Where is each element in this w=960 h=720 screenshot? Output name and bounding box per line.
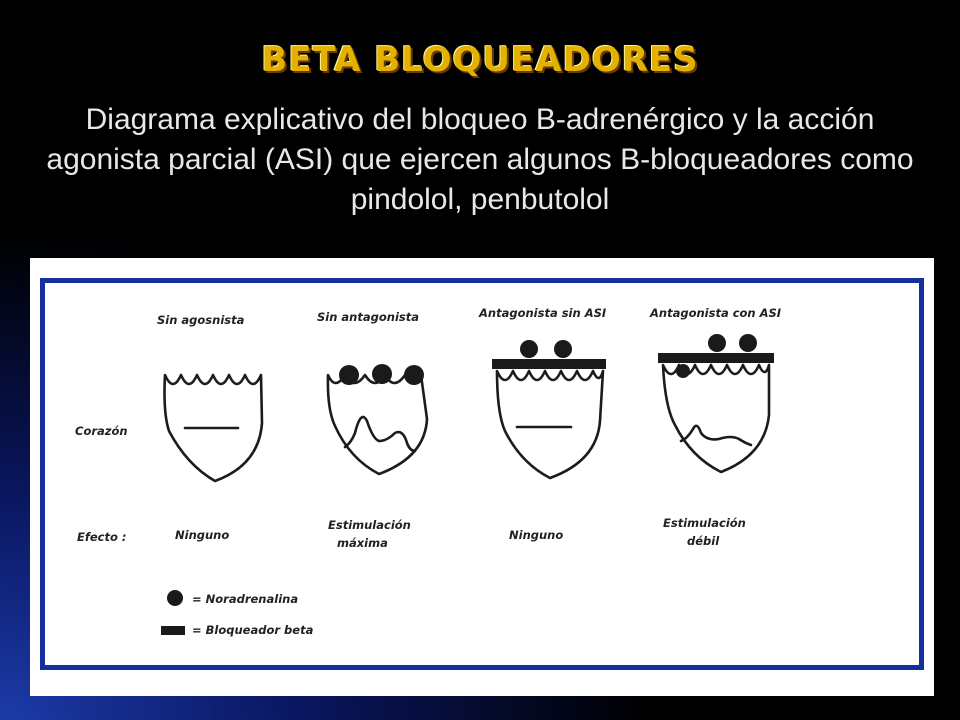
- noradrenaline-molecule: [708, 334, 726, 352]
- legend-blocker-symbol: [161, 626, 185, 635]
- panel-title: Sin agosnista: [157, 313, 245, 327]
- figure-border: [40, 278, 924, 670]
- panel-effect: Estimulación: [328, 518, 411, 532]
- beta-blocker-bar: [658, 353, 774, 363]
- panel-no-agonist: [157, 313, 262, 542]
- panel-effect: Estimulación: [663, 516, 746, 530]
- slide-subtitle: Diagrama explicativo del bloqueo B-adrenérgico y la acción agonista parcial (ASI) que ejercen algunos B-bloqueadores como pindolol, penbutolol: [46, 103, 914, 216]
- panel-antagonist-no-isa: [478, 306, 607, 542]
- response-trace-maximal: [345, 417, 415, 451]
- legend-noradrenaline-symbol: [167, 590, 183, 606]
- panel-title: Sin antagonista: [317, 310, 419, 324]
- heart-cell-shape: [497, 371, 603, 478]
- noradrenaline-molecule: [554, 340, 572, 358]
- heart-row-label: Corazón: [75, 424, 128, 438]
- beta-blocker-bar: [492, 359, 606, 369]
- panel-antagonist-with-isa: [649, 306, 782, 548]
- partial-agonist-site: [676, 364, 690, 378]
- noradrenaline-molecule: [520, 340, 538, 358]
- panel-effect-detail: máxima: [337, 536, 388, 550]
- heart-cell-shape: [663, 365, 769, 472]
- panel-effect: Ninguno: [175, 528, 230, 542]
- noradrenaline-molecule: [372, 364, 392, 384]
- panel-title: Antagonista con ASI: [650, 306, 782, 320]
- panel-effect-detail: débil: [687, 534, 720, 548]
- legend: [161, 590, 314, 637]
- panel-no-antagonist: [317, 310, 427, 550]
- heart-cell-shape: [328, 375, 427, 474]
- slide-title: BETA BLOQUEADORES: [261, 40, 699, 80]
- noradrenaline-molecule: [339, 365, 359, 385]
- receptor-diagram: [45, 283, 919, 665]
- noradrenaline-molecule: [404, 365, 424, 385]
- panel-title: Antagonista sin ASI: [479, 306, 607, 320]
- noradrenaline-molecule: [739, 334, 757, 352]
- panel-effect: Ninguno: [509, 528, 564, 542]
- effect-row-label: Efecto :: [77, 530, 127, 544]
- legend-blocker-label: = Bloqueador beta: [192, 623, 314, 637]
- legend-noradrenaline-label: = Noradrenalina: [192, 592, 299, 606]
- response-trace-weak: [681, 426, 751, 445]
- figure-frame: [30, 258, 934, 696]
